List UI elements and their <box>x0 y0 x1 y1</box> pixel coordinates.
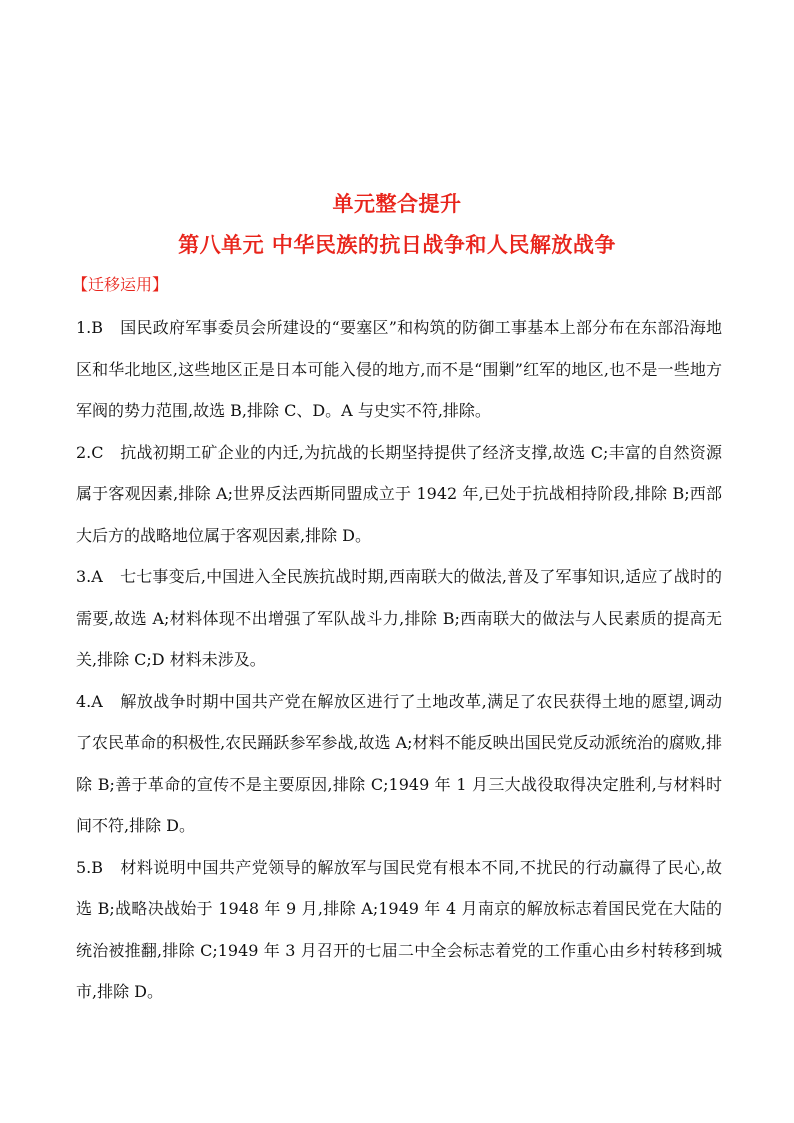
answer-number: 5.B <box>76 857 104 877</box>
answer-number: 3.A <box>76 567 103 586</box>
unit-subtitle: 第八单元 中华民族的抗日战争和人民解放战争 <box>178 233 616 257</box>
answer-item <box>76 432 722 557</box>
answer-text: 七七事变后,中国进入全民族抗战时期,西南联大的做法,普及了军事知识,适应了战时的需要,故选 A;材料体现不出增强了军队战斗力,排除 B;西南联大的做法与人民素质的提高无关,排除 C;D 材料未涉及。 <box>76 567 722 669</box>
answer-item <box>76 556 722 681</box>
answer-item <box>76 307 722 432</box>
answer-number: 1.B <box>76 318 104 337</box>
section-label: 【迁移运用】 <box>72 275 169 294</box>
answer-text: 抗战初期工矿企业的内迁,为抗战的长期坚持提供了经济支撑,故选 C;丰富的自然资源属于客观因素,排除 A;世界反法西斯同盟成立于 1942 年,已处于抗战相持阶段,排除 B;西部大后方的战略地位属于客观因素,排除 D。 <box>76 442 722 545</box>
answer-item <box>76 847 722 1013</box>
answer-item <box>76 681 722 847</box>
answer-text: 解放战争时期中国共产党在解放区进行了土地改革,满足了农民获得土地的愿望,调动了农民革命的积极性,农民踊跃参军参战,故选 A;材料不能反映出国民党反动派统治的腐败,排除 B;善于革命的宣传不是主要原因,排除 C;1949 年 1 月三大战役取得决定胜利,与材料时间不符,排除 D。 <box>76 691 722 835</box>
answer-text: 材料说明中国共产党领导的解放军与国民党有根本不同,不扰民的行动赢得了民心,故选 B;战略决战始于 1948 年 9 月,排除 A;1949 年 4 月南京的解放标志着国民党在大陆的统治被推翻,排除 C;1949 年 3 月召开的七届二中全会标志着党的工作重心由乡村转移到城市,排除 D。 <box>76 857 722 1001</box>
answer-text: 国民政府军事委员会所建设的“要塞区”和构筑的防御工事基本上部分布在东部沿海地区和华北地区,这些地区正是日本可能入侵的地方,而不是“围剿”红军的地区,也不是一些地方军阀的势力范围,故选 B,排除 C、D。A 与史实不符,排除。 <box>76 318 722 420</box>
answer-list <box>76 307 722 1013</box>
answer-number: 4.A <box>76 691 103 711</box>
page-title: 单元整合提升 <box>332 192 462 216</box>
answer-number: 2.C <box>76 442 104 462</box>
